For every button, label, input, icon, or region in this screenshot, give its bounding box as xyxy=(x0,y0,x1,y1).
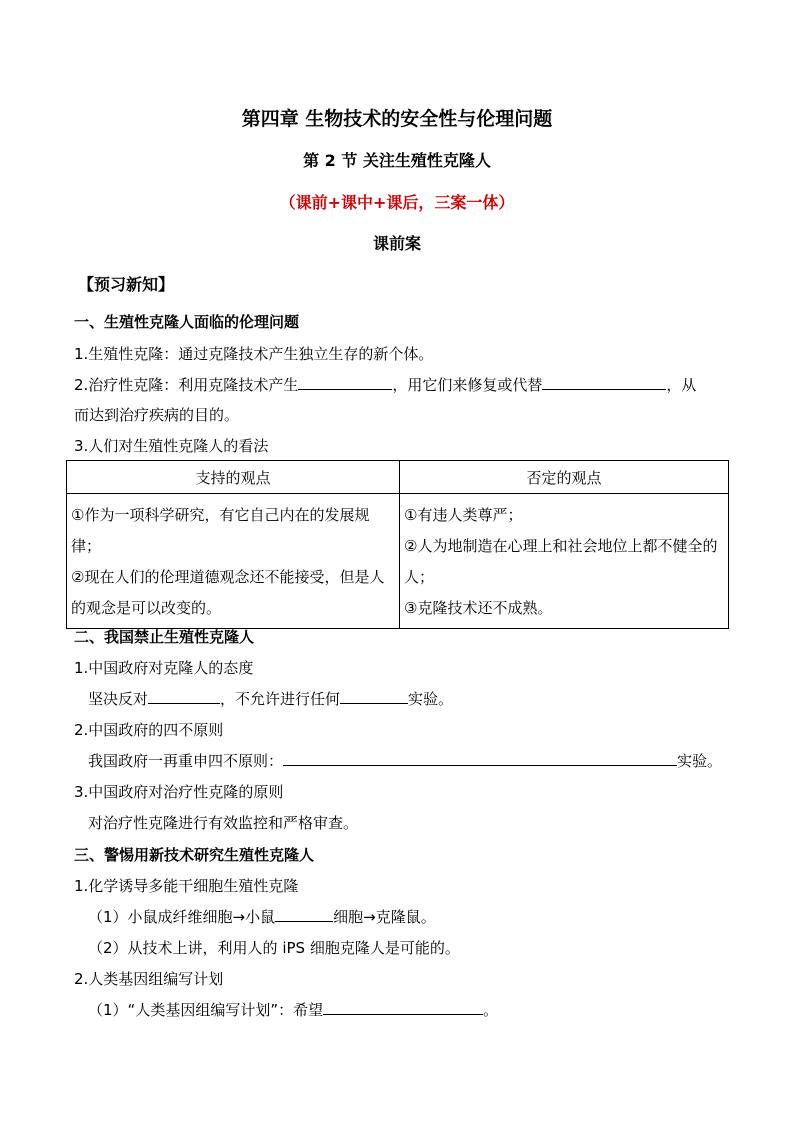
part3-item1-text-b: 细胞→克隆鼠。 xyxy=(333,908,436,926)
support-point-2: ②现在人们的伦理道德观念还不能接受，但是人的观念是可以改变的。 xyxy=(71,568,385,617)
part2-item1-detail xyxy=(88,688,453,709)
part2-item2-text-a: 我国政府一再重申四不原则： xyxy=(88,752,284,770)
chapter-title: 第四章 生物技术的安全性与伦理问题 xyxy=(241,108,553,130)
part3-item2-step1 xyxy=(88,999,498,1020)
part3-item2-text-b: 。 xyxy=(483,1001,499,1019)
part1-item2-text-a: 2.治疗性克隆：利用克隆技术产生 xyxy=(74,376,299,394)
table-header-support: 支持的观点 xyxy=(67,461,400,494)
part2-item3-detail: 对治疗性克隆进行有效监控和严格审查。 xyxy=(88,814,359,832)
blank-four-principles[interactable] xyxy=(283,750,677,766)
subtitle: （课前+课中+课后，三案一体） xyxy=(279,193,515,212)
blank-oppose-target[interactable] xyxy=(148,688,220,704)
part3-item2-text-a: （1）“人类基因组编写计划”：希望 xyxy=(88,1001,324,1019)
part3-item1-text-a: （1）小鼠成纤维细胞→小鼠 xyxy=(88,908,276,926)
oppose-point-1: ①有违人类尊严； xyxy=(404,506,523,524)
blank-cell-source[interactable] xyxy=(298,374,392,390)
part3-heading: 三、警惕用新技术研究生殖性克隆人 xyxy=(74,846,315,864)
part3-item2: 2.人类基因组编写计划 xyxy=(74,970,224,988)
part1-item2-text-b: ，用它们来修复或代替 xyxy=(392,376,543,394)
part2-item1-text-c: 实验。 xyxy=(408,690,454,708)
oppose-point-3: ③克隆技术还不成熟。 xyxy=(404,599,553,617)
part1-heading: 一、生殖性克隆人面临的伦理问题 xyxy=(74,313,300,331)
table-header-oppose: 否定的观点 xyxy=(400,461,729,494)
part2-item1-text-a: 坚决反对 xyxy=(88,690,149,708)
part1-item3: 3.人们对生殖性克隆人的看法 xyxy=(74,437,269,455)
blank-project-goal[interactable] xyxy=(323,999,483,1015)
part2-item1: 1.中国政府对克隆人的态度 xyxy=(74,659,254,677)
oppose-cell xyxy=(400,494,729,629)
pre-class-title: 课前案 xyxy=(372,234,421,253)
part1-item2 xyxy=(74,374,696,395)
section-title: 第 2 节 关注生殖性克隆人 xyxy=(303,151,491,170)
oppose-point-2: ②人为地制造在心理上和社会地位上都不健全的人； xyxy=(404,537,718,586)
part2-item2-detail xyxy=(88,750,722,771)
part3-item1-step1 xyxy=(88,906,436,927)
part3-item1-step2: （2）从技术上讲，利用人的 iPS 细胞克隆人是可能的。 xyxy=(88,939,460,957)
opinion-table xyxy=(66,460,729,629)
preview-heading: 【预习新知】 xyxy=(78,275,175,294)
part1-item1: 1.生殖性克隆：通过克隆技术产生独立生存的新个体。 xyxy=(74,345,434,363)
blank-cell-type[interactable] xyxy=(275,906,333,922)
part2-item2-text-b: 实验。 xyxy=(677,752,723,770)
part1-item2-text-c: ，从 xyxy=(666,376,697,394)
table-header-row xyxy=(67,461,729,494)
table-row xyxy=(67,494,729,629)
part2-item3: 3.中国政府对治疗性克隆的原则 xyxy=(74,783,284,801)
part2-item2: 2.中国政府的四不原则 xyxy=(74,721,224,739)
part2-item1-text-b: ，不允许进行任何 xyxy=(220,690,341,708)
part1-item2-cont: 而达到治疗疾病的目的。 xyxy=(74,406,240,424)
part2-heading: 二、我国禁止生殖性克隆人 xyxy=(74,628,255,646)
blank-repair-target[interactable] xyxy=(542,374,666,390)
part3-item1: 1.化学诱导多能干细胞生殖性克隆 xyxy=(74,877,299,895)
blank-experiment-type[interactable] xyxy=(340,688,408,704)
support-cell xyxy=(67,494,400,629)
support-point-1: ①作为一项科学研究，有它自己内在的发展规律； xyxy=(71,506,370,555)
